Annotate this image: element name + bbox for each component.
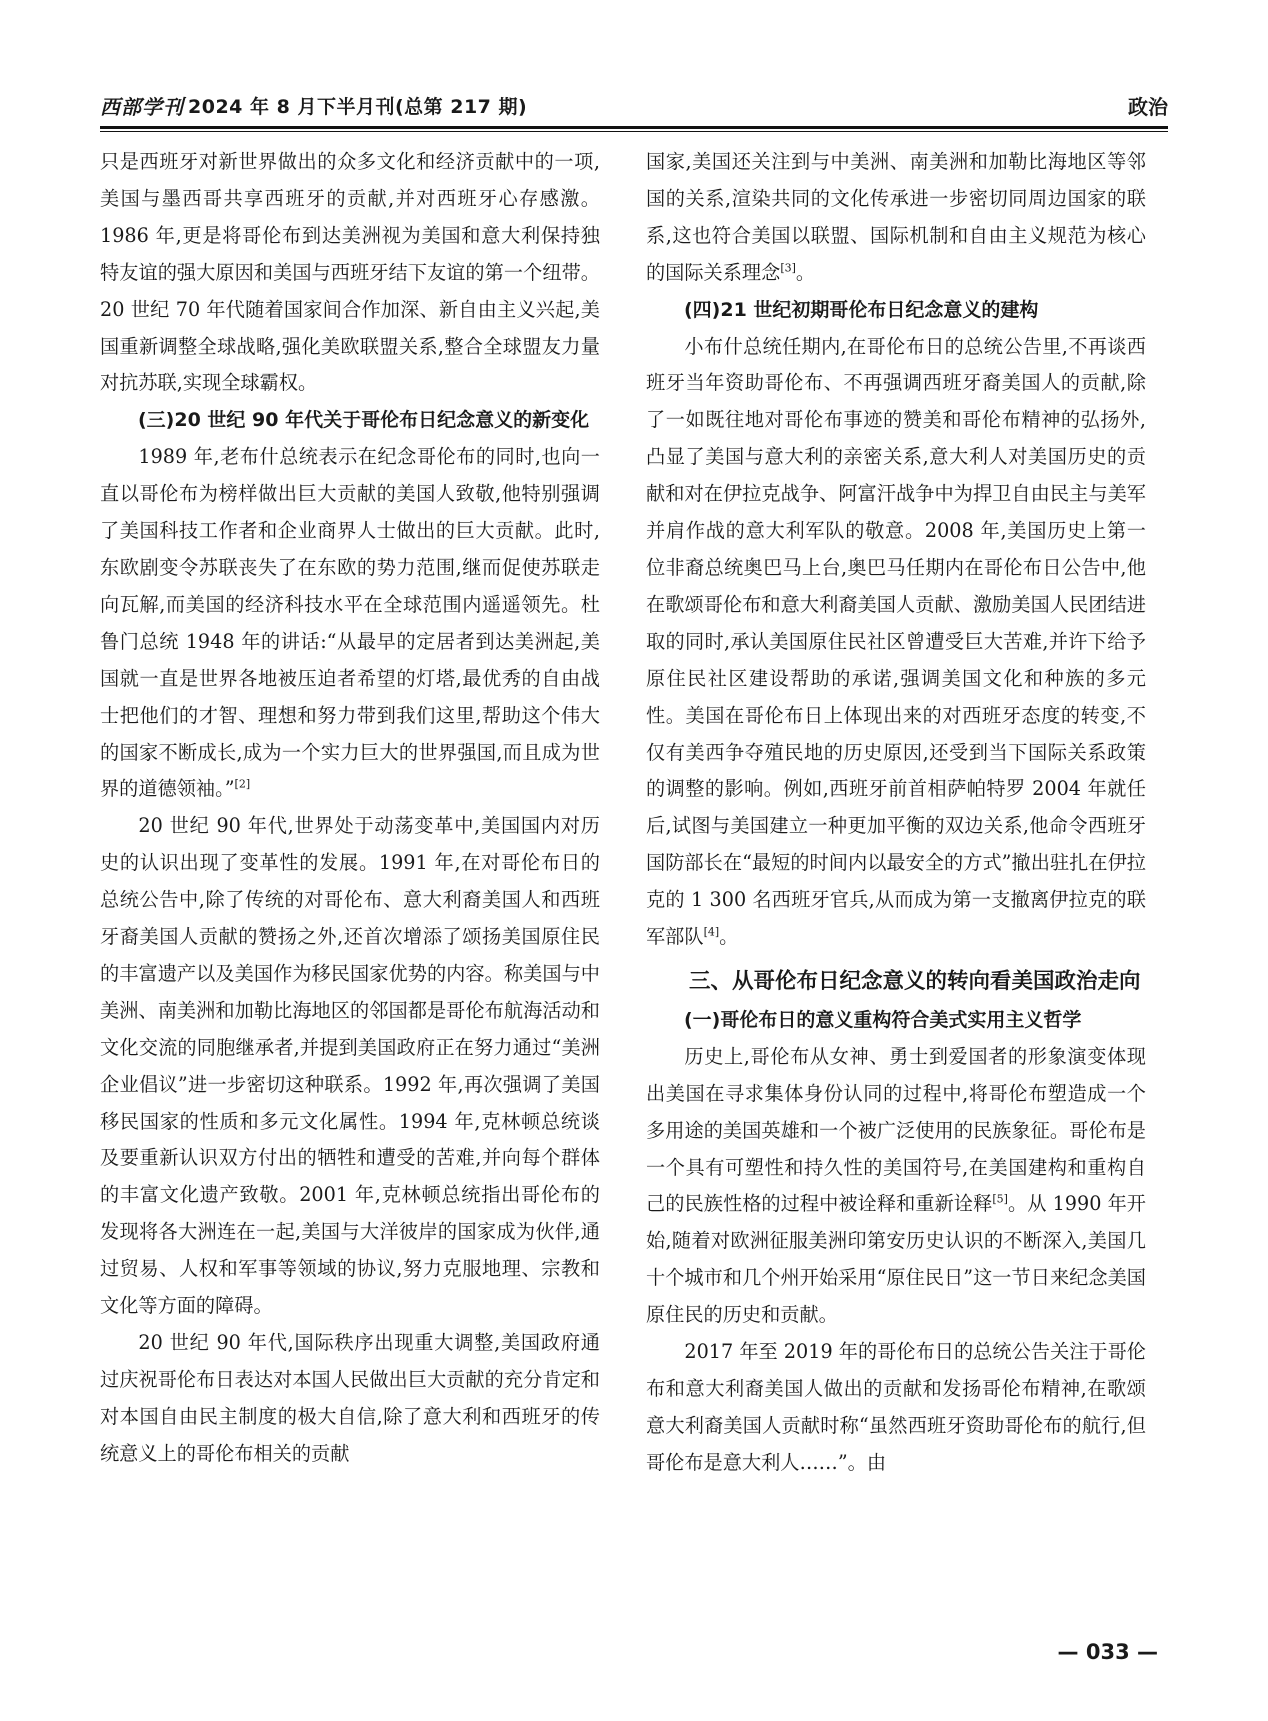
paragraph: 1989 年,老布什总统表示在纪念哥伦布的同时,也向一直以哥伦布为榜样做出巨大贡献的美国人致敬,他特别强调了美国科技工作者和企业商界人士做出的巨大贡献。此时,东欧剧变令苏联丧失了在东欧的势力范围,继而促使苏联走向瓦解,而美国的经济科技水平在全球范围内遥遥领先。杜鲁门总统 1948 年的讲话:“从最早的定居者到达美洲起,美国就一直是世界各地被压迫者希望的灯塔,最优秀的自由战士把他们的才智、理想和努力带到我们这里,帮助这个伟大的国家不断成长,成为一个实力巨大的世界强国,而且成为世界的道德领袖。”[2] bbox=[100, 445, 600, 801]
journal-logo: 西部学刊 bbox=[100, 94, 184, 119]
subheading: (四)21 世纪初期哥伦布日纪念意义的建构 bbox=[684, 298, 1039, 321]
page-number: — 033 — bbox=[1057, 1640, 1158, 1664]
header-rule-thin bbox=[100, 131, 1168, 132]
paragraph: 只是西班牙对新世界做出的众多文化和经济贡献中的一项,美国与墨西哥共享西班牙的贡献,并对西班牙心存感激。1986 年,更是将哥伦布到达美洲视为美国和意大利保持独特友谊的强大原因和美国与西班牙结下友谊的第一个纽带。20 世纪 70 年代随着国家间合作加深、新自由主义兴起,美国重新调整全球战略,强化美欧联盟关系,整合全球盟友力量对抗苏联,实现全球霸权。 bbox=[100, 150, 600, 395]
subheading: (一)哥伦布日的意义重构符合美式实用主义哲学 bbox=[684, 1008, 1082, 1031]
section-heading: 三、从哥伦布日纪念意义的转向看美国政治走向 bbox=[689, 968, 1141, 994]
paragraph: 2017 年至 2019 年的哥伦布日的总统公告关注于哥伦布和意大利裔美国人做出的贡献和发扬哥伦布精神,在歌颂意大利裔美国人贡献时称“虽然西班牙资助哥伦布的航行,但哥伦布是意大利人……”。由 bbox=[646, 1340, 1146, 1474]
subheading: (三)20 世纪 90 年代关于哥伦布日纪念意义的新变化 bbox=[138, 409, 590, 432]
citation: [5] bbox=[992, 1193, 1008, 1207]
paragraph: 20 世纪 90 年代,世界处于动荡变革中,美国国内对历史的认识出现了变革性的发展。1991 年,在对哥伦布日的总统公告中,除了传统的对哥伦布、意大利裔美国人和西班牙裔美国人贡献的赞扬之外,还首次增添了颂扬美国原住民的丰富遗产以及美国作为移民国家优势的内容。称美国与中美洲、南美洲和加勒比海地区的邻国都是哥伦布航海活动和文化交流的同胞继承者,并提到美国政府正在努力通过“美洲企业倡议”进一步密切这种联系。1992 年,再次强调了美国移民国家的性质和多元文化属性。1994 年,克林顿总统谈及要重新认识双方付出的牺牲和遭受的苦难,并向每个群体的丰富文化遗产致敬。2001 年,克林顿总统指出哥伦布的发现将各大洲连在一起,美国与大洋彼岸的国家成为伙伴,通过贸易、人权和军事等领域的协议,努力克服地理、宗教和文化等方面的障碍。 bbox=[100, 814, 600, 1318]
right-column bbox=[646, 144, 1146, 1482]
paragraph: 小布什总统任期内,在哥伦布日的总统公告里,不再谈西班牙当年资助哥伦布、不再强调西班牙裔美国人的贡献,除了一如既往地对哥伦布事迹的赞美和哥伦布精神的弘扬外,凸显了美国与意大利的亲密关系,意大利人对美国历史的贡献和对在伊拉克战争、阿富汗战争中为捍卫自由民主与美军并肩作战的意大利军队的敬意。2008 年,美国历史上第一位非裔总统奥巴马上台,奥巴马任期内在哥伦布日公告中,他在歌颂哥伦布和意大利裔美国人贡献、激励美国人民团结进取的同时,承认美国原住民社区曾遭受巨大苦难,并许下给予原住民社区建设帮助的承诺,强调美国文化和种族的多元性。美国在哥伦布日上体现出来的对西班牙态度的转变,不仅有美西争夺殖民地的历史原因,还受到当下国际关系政策的调整的影响。例如,西班牙前首相萨帕特罗 2004 年就任后,试图与美国建立一种更加平衡的双边关系,他命令西班牙国防部长在“最短的时间内以最安全的方式”撤出驻扎在伊拉克的 1 300 名西班牙官兵,从而成为第一支撤离伊拉克的联军部队[4]。 bbox=[646, 334, 1146, 949]
left-column bbox=[100, 144, 600, 1473]
paragraph: 20 世纪 90 年代,国际秩序出现重大调整,美国政府通过庆祝哥伦布日表达对本国人民做出巨大贡献的充分肯定和对本国自由民主制度的极大自信,除了意大利和西班牙的传统意义上的哥伦布相关的贡献 bbox=[100, 1331, 600, 1465]
issue-info: 2024 年 8 月下半月刊(总第 217 期) bbox=[188, 95, 528, 118]
citation: [4] bbox=[703, 925, 720, 939]
running-header bbox=[100, 88, 1168, 122]
header-rule-thick bbox=[100, 126, 1168, 129]
citation: [3] bbox=[780, 261, 796, 275]
section-name: 政治 bbox=[1128, 94, 1168, 119]
paragraph: 历史上,哥伦布从女神、勇士到爱国者的形象演变体现出美国在寻求集体身份认同的过程中,将哥伦布塑造成一个多用途的美国英雄和一个被广泛使用的民族象征。哥伦布是一个具有可塑性和持久性的美国符号,在美国建构和重构自己的民族性格的过程中被诠释和重新诠释[5]。从 1990 年开始,随着对欧洲征服美洲印第安历史认识的不断深入,美国几十个城市和几个州开始采用“原住民日”这一节日来纪念美国原住民的历史和贡献。 bbox=[646, 1044, 1146, 1327]
citation: [2] bbox=[234, 778, 251, 792]
paragraph: 国家,美国还关注到与中美洲、南美洲和加勒比海地区等邻国的关系,渲染共同的文化传承进一步密切同周边国家的联系,这也符合美国以联盟、国际机制和自由主义规范为核心的国际关系理念[3]。 bbox=[646, 150, 1146, 284]
journal-issue bbox=[100, 91, 527, 120]
